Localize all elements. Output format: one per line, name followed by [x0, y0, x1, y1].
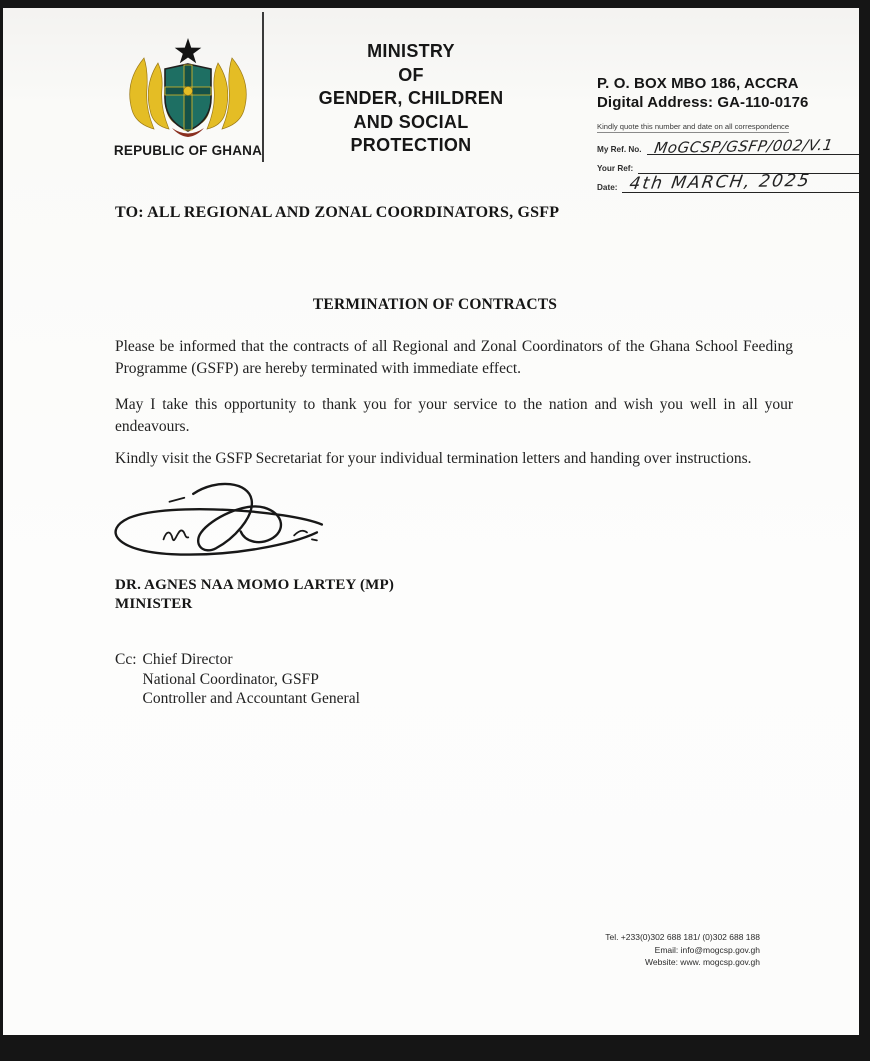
cc-list [143, 650, 360, 709]
ministry-title-line: PROTECTION [350, 135, 472, 155]
emblem-caption: REPUBLIC OF GHANA [113, 143, 263, 158]
black-star-icon [175, 38, 202, 63]
cc-block [115, 650, 360, 709]
signatory-name: DR. AGNES NAA MOMO LARTEY (MP) [115, 577, 395, 593]
cc-label: Cc: [115, 651, 137, 668]
date-row [597, 170, 859, 194]
signatory-block [115, 576, 394, 613]
ghana-coat-of-arms-icon [118, 36, 258, 140]
quote-note: Kindly quote this number and date on all correspondence [597, 122, 790, 131]
date-line [622, 170, 859, 194]
digital-address-line: Digital Address: GA-110-0176 [597, 94, 809, 111]
footer-tel: Tel. +233(0)302 688 181/ (0)302 688 188 [605, 932, 760, 942]
footer-email: Email: info@mogcsp.gov.gh [654, 944, 760, 955]
cc-item: National Coordinator, GSFP [142, 670, 319, 688]
ministry-title [295, 40, 527, 158]
footer-website: Website: www. mogcsp.gov.gh [645, 957, 760, 967]
coat-of-arms [112, 36, 264, 158]
scan-border-left [0, 0, 3, 1061]
cc-item: Chief Director [142, 651, 233, 668]
signature-scribble-icon [100, 478, 328, 572]
paragraph: Kindly visit the GSFP Secretariat for your individual termination letters and handing over instructions. [115, 450, 752, 467]
my-ref-label: My Ref. No. [597, 145, 642, 154]
date-label: Date: [597, 183, 618, 192]
your-ref-label: Your Ref: [597, 164, 634, 173]
date-handwritten-value: 4th MARCH, 2025 [628, 170, 813, 194]
signature [100, 478, 328, 577]
header-divider [262, 12, 264, 162]
recipient-line: TO: ALL REGIONAL AND ZONAL COORDINATORS, GSFP [115, 204, 560, 221]
my-ref-row [597, 137, 859, 155]
cc-item: Controller and Accountant General [142, 690, 360, 707]
footer-contact [605, 931, 760, 969]
paragraph: May I take this opportunity to thank you for your service to the nation and wish you well in all your endeavours. [115, 396, 793, 435]
scan-border-top [0, 0, 870, 8]
ministry-title-line: MINISTRY [367, 41, 455, 61]
signatory-title: MINISTER [115, 595, 193, 612]
subject-line: TERMINATION OF CONTRACTS [312, 296, 558, 313]
po-box-line: P. O. BOX MBO 186, ACCRA [597, 75, 799, 92]
scan-border-right [859, 0, 870, 1061]
ministry-title-line: AND SOCIAL [353, 111, 469, 132]
paragraph: Please be informed that the contracts of all Regional and Zonal Coordinators of the Ghana School Feeding Programme (GSFP) are hereby terminated with immediate effect. [115, 338, 793, 377]
contact-block [597, 74, 859, 193]
my-ref-handwritten-value: MoGCSP/GSFP/002/V.1 [652, 135, 835, 157]
my-ref-line [647, 137, 859, 155]
ministry-title-line: OF [398, 64, 424, 85]
scan-border-bottom [0, 1035, 870, 1061]
ministry-title-line: GENDER, CHILDREN [318, 88, 504, 108]
